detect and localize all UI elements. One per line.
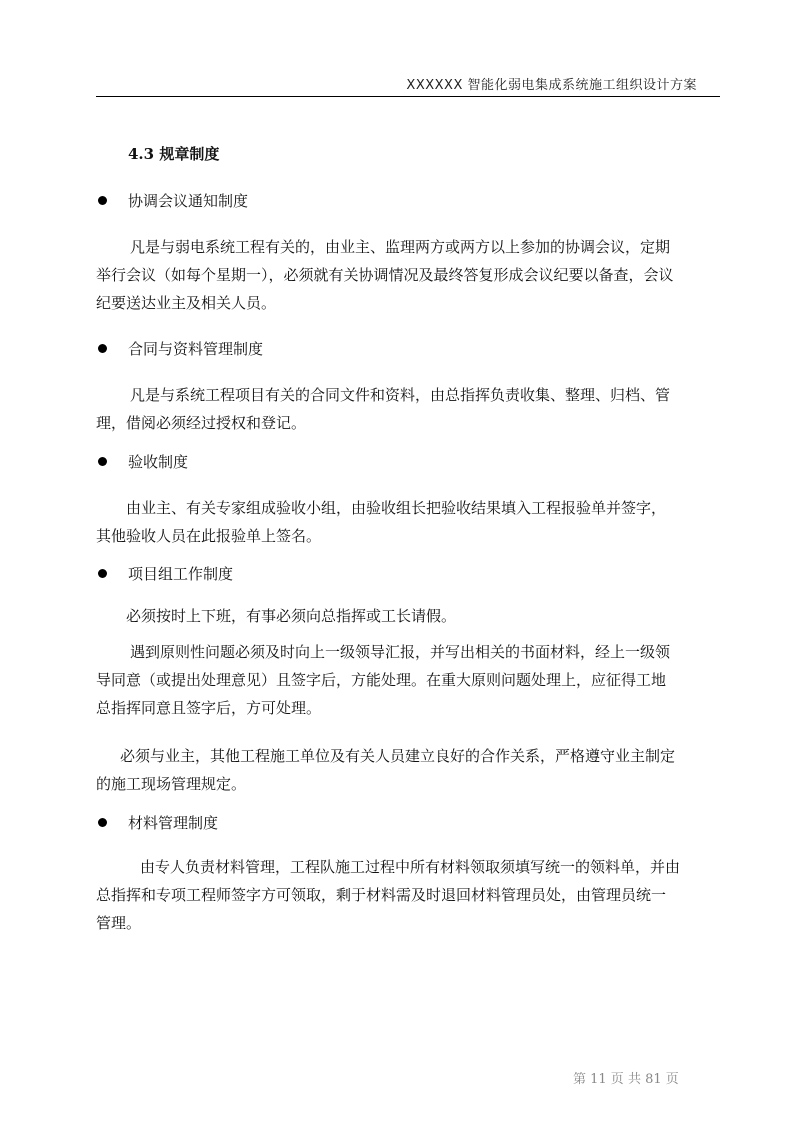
section-title: 4.3 规章制度 [128,145,220,163]
paragraph-line: 必须与业主，其他工程施工单位及有关人员建立良好的合作关系，严格遵守业主制定 [120,747,676,765]
paragraph-line: 管理。 [96,914,142,932]
paragraph-line: 总指挥同意且签字后，方可处理。 [96,699,322,717]
bullet-label: 项目组工作制度 [128,565,234,583]
paragraph-line: 的施工现场管理规定。 [96,775,247,793]
bullet-label: 协调会议通知制度 [128,192,249,210]
paragraph-line: 举行会议（如每个星期一），必须就有关协调情况及最终答复形成会议纪要以备查，会议 [96,266,674,284]
bullet-item-contract [96,338,263,359]
paragraph-line: 总指挥和专项工程师签字方可领取，剩于材料需及时退回材料管理员处，由管理员统一 [96,886,667,904]
bullet-dot-icon [98,344,107,353]
paragraph-line: 导同意（或提出处理意见）且签字后，方能处理。在重大原则问题处理上，应征得工地 [96,671,667,689]
bullet-label: 材料管理制度 [128,814,219,832]
paragraph-contract [96,381,710,437]
document-header: XXXXXX 智能化弱电集成系统施工组织设计方案 [406,78,697,93]
paragraph-line: 凡是与系统工程项目有关的合同文件和资料，由总指挥负责收集、整理、归档、管 [130,386,671,404]
bullet-label: 验收制度 [128,453,189,471]
bullet-item-materials [96,812,218,833]
bullet-dot-icon [98,196,107,205]
bullet-label: 合同与资料管理制度 [128,340,264,358]
paragraph-line: 遇到原则性问题必须及时向上一级领导汇报，并写出相关的书面材料，经上一级领 [130,643,671,661]
paragraph-meeting [96,233,710,317]
paragraph-acceptance [96,494,710,550]
paragraph-team-2 [96,638,710,722]
bullet-item-meeting [96,190,248,211]
paragraph-line: 由业主、有关专家组成验收小组，由验收组长把验收结果填入工程报验单并签字， [126,499,667,517]
paragraph-line: 凡是与弱电系统工程有关的，由业主、监理两方或两方以上参加的协调会议，定期 [130,238,671,256]
paragraph-team-3 [96,742,710,798]
bullet-dot-icon [98,818,107,827]
page-number: 第 11 页 共 81 页 [573,1072,679,1087]
header-divider [96,96,720,97]
paragraph-materials [96,853,710,937]
paragraph-line: 其他验收人员在此报验单上签名。 [96,527,322,545]
paragraph-line: 理，借阅必须经过授权和登记。 [96,414,307,432]
bullet-item-acceptance [96,451,188,472]
paragraph-line: 由专人负责材料管理，工程队施工过程中所有材料领取须填写统一的领料单，并由 [140,858,681,876]
paragraph-line: 纪要送达业主及相关人员。 [96,294,277,312]
paragraph-team-1 [96,602,710,630]
bullet-dot-icon [98,569,107,578]
paragraph-line: 必须按时上下班，有事必须向总指挥或工长请假。 [126,607,457,625]
bullet-item-team [96,563,233,584]
bullet-dot-icon [98,457,107,466]
